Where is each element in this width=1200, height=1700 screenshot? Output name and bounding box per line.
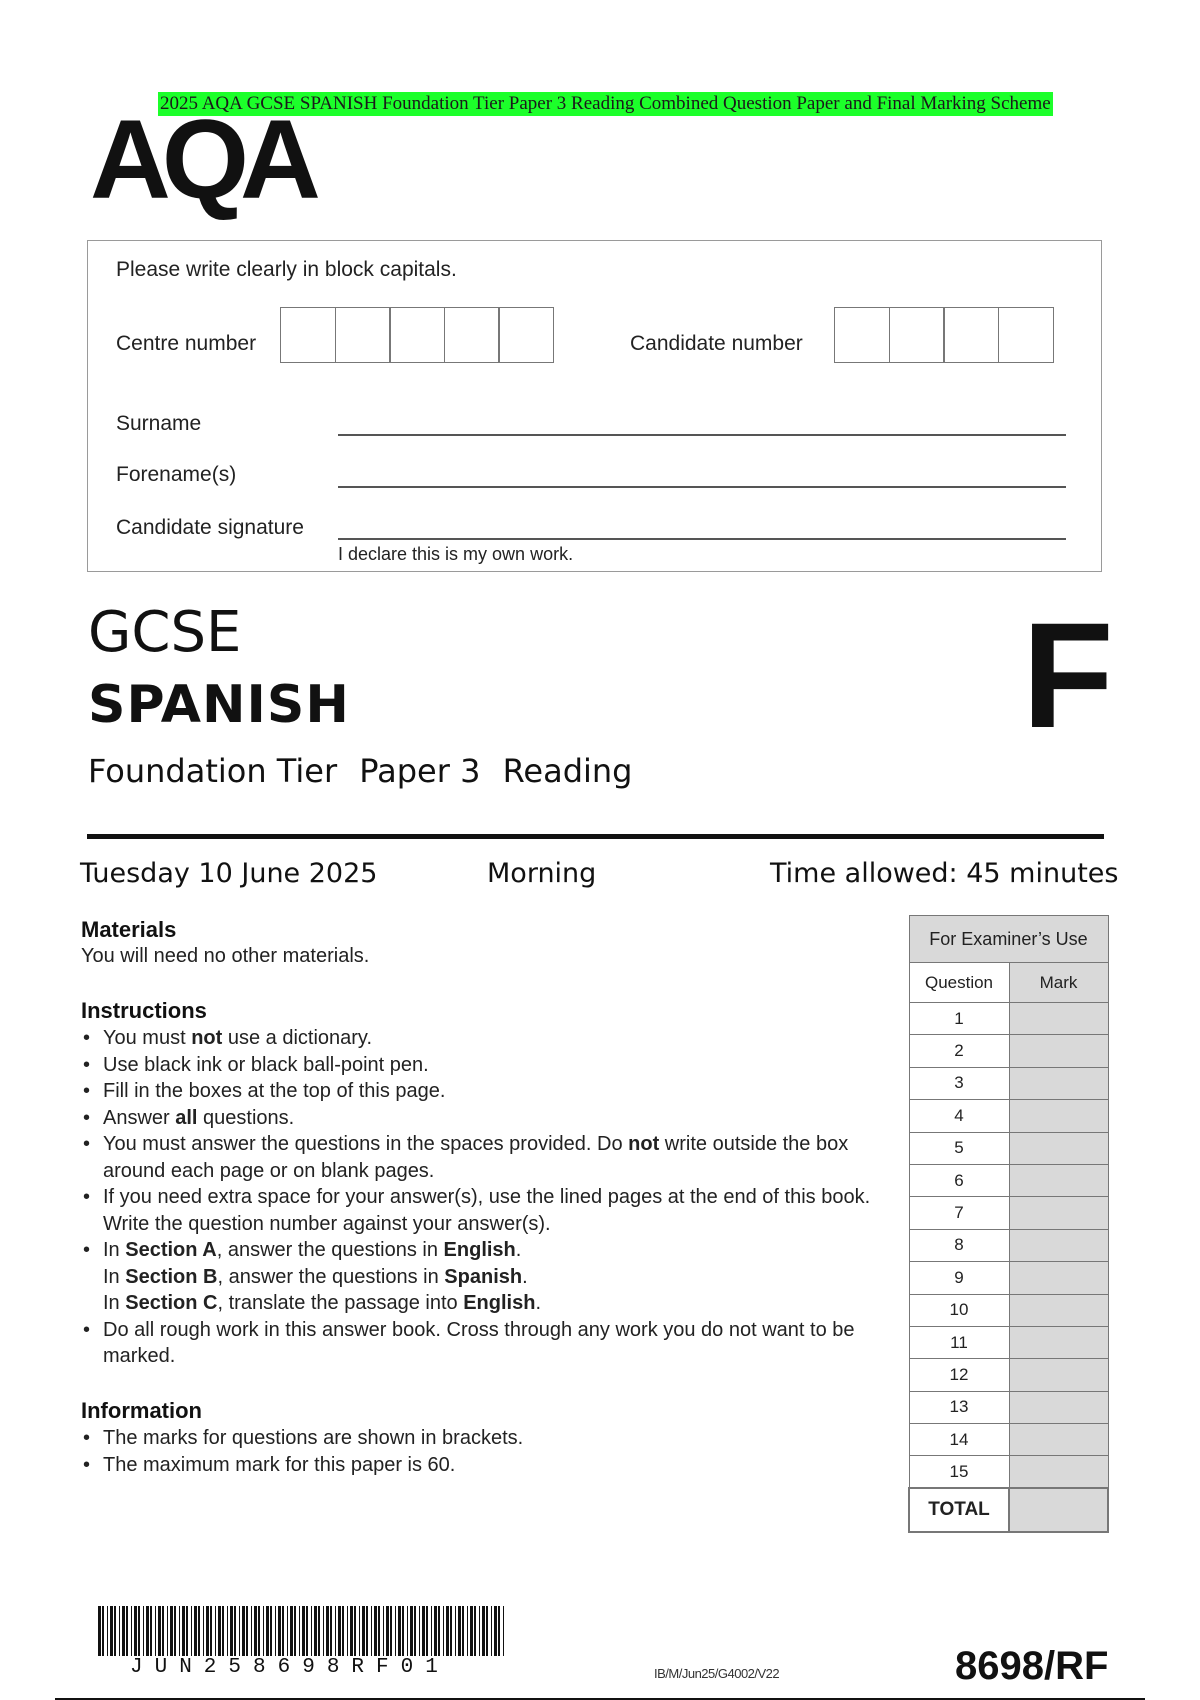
instruction-item: • Use black ink or black ball-point pen. [81, 1052, 871, 1079]
barcode [98, 1606, 508, 1656]
barcode-bar [422, 1606, 425, 1656]
mark-cell [1009, 1197, 1108, 1229]
barcode-bar [311, 1606, 312, 1656]
barcode-bar [162, 1606, 164, 1656]
paper-subtitle [88, 752, 644, 790]
mark-cell [1009, 1326, 1108, 1358]
time-allowed: Time allowed: 45 minutes [770, 858, 1119, 889]
barcode-bar [446, 1606, 449, 1656]
mark-cell [1009, 1067, 1108, 1099]
aqa-logo: AQA [90, 97, 312, 222]
mark-cell [1009, 1035, 1108, 1067]
materials-text: You will need no other materials. [81, 945, 370, 967]
barcode-bar [294, 1606, 296, 1656]
barcode-bar [438, 1606, 440, 1656]
candidate-number-digit-box[interactable] [889, 307, 945, 363]
barcode-bar [270, 1606, 272, 1656]
barcode-bar [134, 1606, 137, 1656]
barcode-bar [350, 1606, 353, 1656]
barcode-bar [266, 1606, 269, 1656]
barcode-bar [234, 1606, 236, 1656]
centre-number-digit-box[interactable] [498, 307, 554, 363]
barcode-text: JUN258698RF01 [130, 1656, 450, 1679]
barcode-bar [222, 1606, 224, 1656]
barcode-bar [482, 1606, 485, 1656]
instructions-list [81, 1025, 871, 1370]
barcode-bar [395, 1606, 396, 1656]
total-label: TOTAL [909, 1488, 1009, 1532]
barcode-bar [347, 1606, 348, 1656]
barcode-bar [246, 1606, 248, 1656]
barcode-bar [158, 1606, 161, 1656]
barcode-bar [359, 1606, 360, 1656]
question-number-cell: 2 [909, 1035, 1009, 1067]
barcode-bar [383, 1606, 384, 1656]
question-number-cell: 9 [909, 1262, 1009, 1294]
mark-cell [1009, 1100, 1108, 1132]
barcode-bar [126, 1606, 128, 1656]
question-number-cell: 15 [909, 1456, 1009, 1488]
barcode-bar [323, 1606, 324, 1656]
tier-letter: F [1022, 591, 1114, 759]
information-item: • The maximum mark for this paper is 60. [81, 1452, 871, 1479]
mark-column-header: Mark [1009, 963, 1108, 1003]
barcode-bar [386, 1606, 389, 1656]
centre-number-digit-box[interactable] [335, 307, 391, 363]
barcode-bar [186, 1606, 188, 1656]
barcode-bar [239, 1606, 240, 1656]
barcode-bar [467, 1606, 468, 1656]
signature-label: Candidate signature [116, 516, 304, 539]
information-section [81, 1398, 871, 1478]
paper-code: 8698/RF [955, 1644, 1109, 1688]
surname-label: Surname [116, 412, 202, 435]
barcode-bar [218, 1606, 221, 1656]
candidate-number-label: Candidate number [630, 332, 803, 355]
barcode-bar [182, 1606, 185, 1656]
mark-cell [1009, 1294, 1108, 1326]
qualification-title: GCSE [88, 600, 242, 665]
document-reference: IB/M/Jun25/G4002/V22 [654, 1666, 780, 1681]
block-capitals-instruction: Please write clearly in block capitals. [116, 258, 457, 281]
instruction-item: • If you need extra space for your answer(s), use the lined pages at the end of this book. Write the question number against your answer(s). [81, 1184, 871, 1237]
centre-number-digit-box[interactable] [280, 307, 336, 363]
barcode-bar [354, 1606, 356, 1656]
candidate-number-field[interactable] [834, 307, 1052, 363]
paper-label: Paper 3 [359, 752, 481, 790]
barcode-bar [458, 1606, 461, 1656]
centre-number-digit-box[interactable] [444, 307, 500, 363]
barcode-bar [114, 1606, 116, 1656]
question-number-cell: 11 [909, 1326, 1009, 1358]
signature-field[interactable] [338, 538, 1066, 540]
mark-cell [1009, 1229, 1108, 1261]
examiner-table-title: For Examiner’s Use [909, 916, 1108, 963]
barcode-bar [491, 1606, 492, 1656]
barcode-bar [318, 1606, 320, 1656]
barcode-bar [494, 1606, 497, 1656]
barcode-bar [146, 1606, 149, 1656]
candidate-number-digit-box[interactable] [998, 307, 1054, 363]
barcode-bar [179, 1606, 180, 1656]
examiner-use-table [908, 915, 1109, 1533]
barcode-bar [258, 1606, 260, 1656]
barcode-bar [263, 1606, 264, 1656]
barcode-bar [371, 1606, 372, 1656]
barcode-bar [407, 1606, 408, 1656]
instruction-item: • Answer all questions. [81, 1105, 871, 1132]
barcode-bar [443, 1606, 444, 1656]
barcode-bar [174, 1606, 176, 1656]
title-divider [87, 834, 1104, 839]
mark-cell [1009, 1456, 1108, 1488]
barcode-bar [167, 1606, 168, 1656]
barcode-bar [426, 1606, 428, 1656]
barcode-bar [431, 1606, 432, 1656]
barcode-bar [203, 1606, 204, 1656]
materials-section [81, 917, 871, 970]
barcode-bar [191, 1606, 192, 1656]
barcode-bar [138, 1606, 140, 1656]
barcode-bar [275, 1606, 276, 1656]
barcode-bar [374, 1606, 377, 1656]
barcode-bar [314, 1606, 317, 1656]
centre-number-field[interactable] [280, 307, 553, 363]
barcode-bar [210, 1606, 212, 1656]
barcode-bar [254, 1606, 257, 1656]
question-number-cell: 4 [909, 1100, 1009, 1132]
document-banner: 2025 AQA GCSE SPANISH Foundation Tier Paper 3 Reading Combined Question Paper and Final Marking Scheme [160, 93, 1051, 114]
barcode-bar [278, 1606, 281, 1656]
information-item: • The marks for questions are shown in brackets. [81, 1425, 871, 1452]
question-number-cell: 6 [909, 1164, 1009, 1196]
instruction-item: • Fill in the boxes at the top of this page. [81, 1078, 871, 1105]
barcode-bar [362, 1606, 365, 1656]
barcode-bar [150, 1606, 152, 1656]
barcode-bar [398, 1606, 401, 1656]
barcode-bar [251, 1606, 252, 1656]
barcode-bar [119, 1606, 120, 1656]
barcode-bar [434, 1606, 437, 1656]
information-heading: Information [81, 1398, 202, 1423]
subject-title: SPANISH [88, 675, 350, 735]
barcode-bar [110, 1606, 113, 1656]
barcode-bar [302, 1606, 305, 1656]
instruction-item: • You must not use a dictionary. [81, 1025, 871, 1052]
barcode-bar [378, 1606, 380, 1656]
centre-number-digit-box[interactable] [389, 307, 445, 363]
barcode-bar [455, 1606, 456, 1656]
instruction-item: • In Section A, answer the questions in English. In Section B, answer the questions in Spanish. In Section C, translate the passage into English. [81, 1237, 871, 1317]
mark-cell [1009, 1424, 1108, 1456]
barcode-bar [198, 1606, 200, 1656]
barcode-bar [366, 1606, 368, 1656]
total-mark-cell [1009, 1488, 1108, 1532]
barcode-bar [402, 1606, 404, 1656]
barcode-bar [131, 1606, 132, 1656]
instruction-item: • Do all rough work in this answer book. Cross through any work you do not want to be marked. [81, 1317, 871, 1370]
barcode-bar [470, 1606, 473, 1656]
barcode-bar [155, 1606, 156, 1656]
barcode-bar [306, 1606, 308, 1656]
tier-label: Foundation Tier [88, 752, 338, 790]
forenames-label: Forename(s) [116, 463, 237, 486]
barcode-bar [102, 1606, 104, 1656]
barcode-bar [299, 1606, 300, 1656]
barcode-bar [335, 1606, 336, 1656]
mark-cell [1009, 1391, 1108, 1423]
barcode-bar [227, 1606, 228, 1656]
barcode-bar [498, 1606, 500, 1656]
barcode-bar [479, 1606, 480, 1656]
barcode-bar [215, 1606, 216, 1656]
question-number-cell: 10 [909, 1294, 1009, 1326]
barcode-bar [338, 1606, 341, 1656]
mark-cell [1009, 1164, 1108, 1196]
question-number-cell: 14 [909, 1424, 1009, 1456]
barcode-bar [474, 1606, 476, 1656]
information-list [81, 1425, 871, 1478]
question-number-cell: 12 [909, 1359, 1009, 1391]
barcode-bar [410, 1606, 413, 1656]
exam-session: Morning [487, 858, 597, 889]
candidate-number-digit-box[interactable] [834, 307, 890, 363]
question-number-cell: 7 [909, 1197, 1009, 1229]
mark-cell [1009, 1003, 1108, 1035]
barcode-bar [462, 1606, 464, 1656]
barcode-bar [206, 1606, 209, 1656]
centre-number-label: Centre number [116, 332, 257, 355]
barcode-bar [194, 1606, 197, 1656]
barcode-bar [143, 1606, 144, 1656]
barcode-bar [122, 1606, 125, 1656]
barcode-bar [326, 1606, 329, 1656]
forenames-field[interactable] [338, 486, 1066, 488]
instructions-section [81, 998, 871, 1370]
barcode-bar [503, 1606, 504, 1656]
barcode-bar [107, 1606, 108, 1656]
barcode-bar [287, 1606, 288, 1656]
barcode-bar [419, 1606, 420, 1656]
question-column-header: Question [909, 963, 1009, 1003]
barcode-bar [342, 1606, 344, 1656]
mark-cell [1009, 1359, 1108, 1391]
barcode-bar [330, 1606, 332, 1656]
question-number-cell: 3 [909, 1067, 1009, 1099]
barcode-bar [282, 1606, 284, 1656]
barcode-bar [450, 1606, 452, 1656]
instructions-heading: Instructions [81, 998, 207, 1023]
barcode-bar [290, 1606, 293, 1656]
question-number-cell: 13 [909, 1391, 1009, 1423]
declaration-text: I declare this is my own work. [338, 544, 574, 564]
surname-field[interactable] [338, 434, 1066, 436]
barcode-bar [230, 1606, 233, 1656]
materials-heading: Materials [81, 917, 177, 942]
exam-date: Tuesday 10 June 2025 [80, 858, 378, 889]
barcode-bar [486, 1606, 488, 1656]
question-number-cell: 1 [909, 1003, 1009, 1035]
barcode-bar [170, 1606, 173, 1656]
barcode-bar [242, 1606, 245, 1656]
barcode-bar [98, 1606, 101, 1656]
instruction-item: • You must answer the questions in the spaces provided. Do not write outside the box around each page or on blank pages. [81, 1131, 871, 1184]
mark-cell [1009, 1132, 1108, 1164]
mark-cell [1009, 1262, 1108, 1294]
question-number-cell: 5 [909, 1132, 1009, 1164]
candidate-number-digit-box[interactable] [943, 307, 999, 363]
barcode-bar [390, 1606, 392, 1656]
question-number-cell: 8 [909, 1229, 1009, 1261]
barcode-bar [414, 1606, 416, 1656]
component-label: Reading [502, 752, 633, 790]
